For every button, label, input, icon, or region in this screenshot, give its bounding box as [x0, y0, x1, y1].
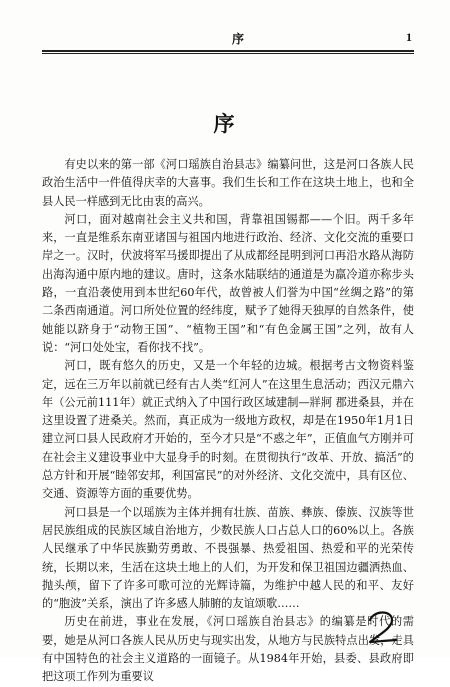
body-text	[42, 156, 414, 687]
paragraph: 河口县是一个以瑶族为主体并拥有壮族、苗族、彝族、傣族、汉族等世居民族组成的民族区域自治地方，少数民族人口占总人口的60%以上。各族人民继承了中华民族勤劳勇敢、不畏强暴、热爱祖国、热爱和平的光荣传统，长期以来，生活在这块土地上的人们，为开发和保卫祖国边疆洒热血、抛头颅，留下了许多可歌可泣的光辉诗篇，为维护中越人民的和平、友好的“胞波”关系，演出了许多感人肺腑的友谊颂歌……	[42, 505, 414, 611]
running-header-title: 序	[232, 32, 245, 46]
paragraph: 河口，面对越南社会主义共和国，背靠祖国锡都——个旧。两千多年来，一直是维系东南亚诸国与祖国内地进行政治、经济、文化交流的重要口岸之一。汉时，伏波将军马援即提出了从成都经昆明到河口再沿水路从海防出海沟通中原内地的建议。唐时，这条水陆联结的通道是为羸冷道亦称步头路，一直沿袭使用到本世纪60年代，故曾被人们誉为中国“丝绸之路”的第二条西南通道。河口所处位置的经纬度，赋予了她得天独厚的自然条件，使她能以跻身于“动物王国”、“植物王国”和“有色金属王国”之列，故有人说：“河口处处宝，看你找不找”。	[42, 212, 414, 354]
running-header	[42, 30, 412, 46]
header-rule	[42, 50, 414, 54]
paragraph: 历史在前进，事业在发展，《河口瑶族自治县志》的编纂是时代的需要，她是从河口各族人民从历史与现实出发，从地方与民族特点出发，走具有中国特色的社会主义道路的一面镜子。从1984年开始，县委、县政府即把这项工作列为重要议	[42, 615, 414, 684]
paragraph: 河口，既有悠久的历史，又是一个年轻的边城。根据考古文物资料鉴定，远在三万年以前就已经有古人类“红河人”在这里生息活动；西汉元鼎六年（公元前111年）就正式纳入了中国行政区域建制—牂牁 郡进桑县，并在这里设置了进桑关。然而，真正成为一级地方政权，却是在1950年1月1日建立河口县人民政府才开始的，至今才只是“不惑之年”，正值血气方刚并可在社会主义建设事业中大显身手的时刻。在贯彻执行“改革、开放、搞活”的总方针和开展“睦邻安邦，利国富民”的对外经济、文化交流中，具有区位、交通、资源等方面的重要优势。	[42, 359, 414, 501]
chapter-title: 序	[213, 111, 237, 136]
handwritten-mark	[362, 608, 402, 648]
page-number: 1	[406, 30, 412, 44]
paragraph: 有史以来的第一部《河口瑶族自治县志》编纂问世，这是河口各族人民政治生活中一件值得庆幸的大喜事。我们生长和工作在这块土地上，也和全县人民一样感到无比由衷的高兴。	[42, 158, 414, 208]
